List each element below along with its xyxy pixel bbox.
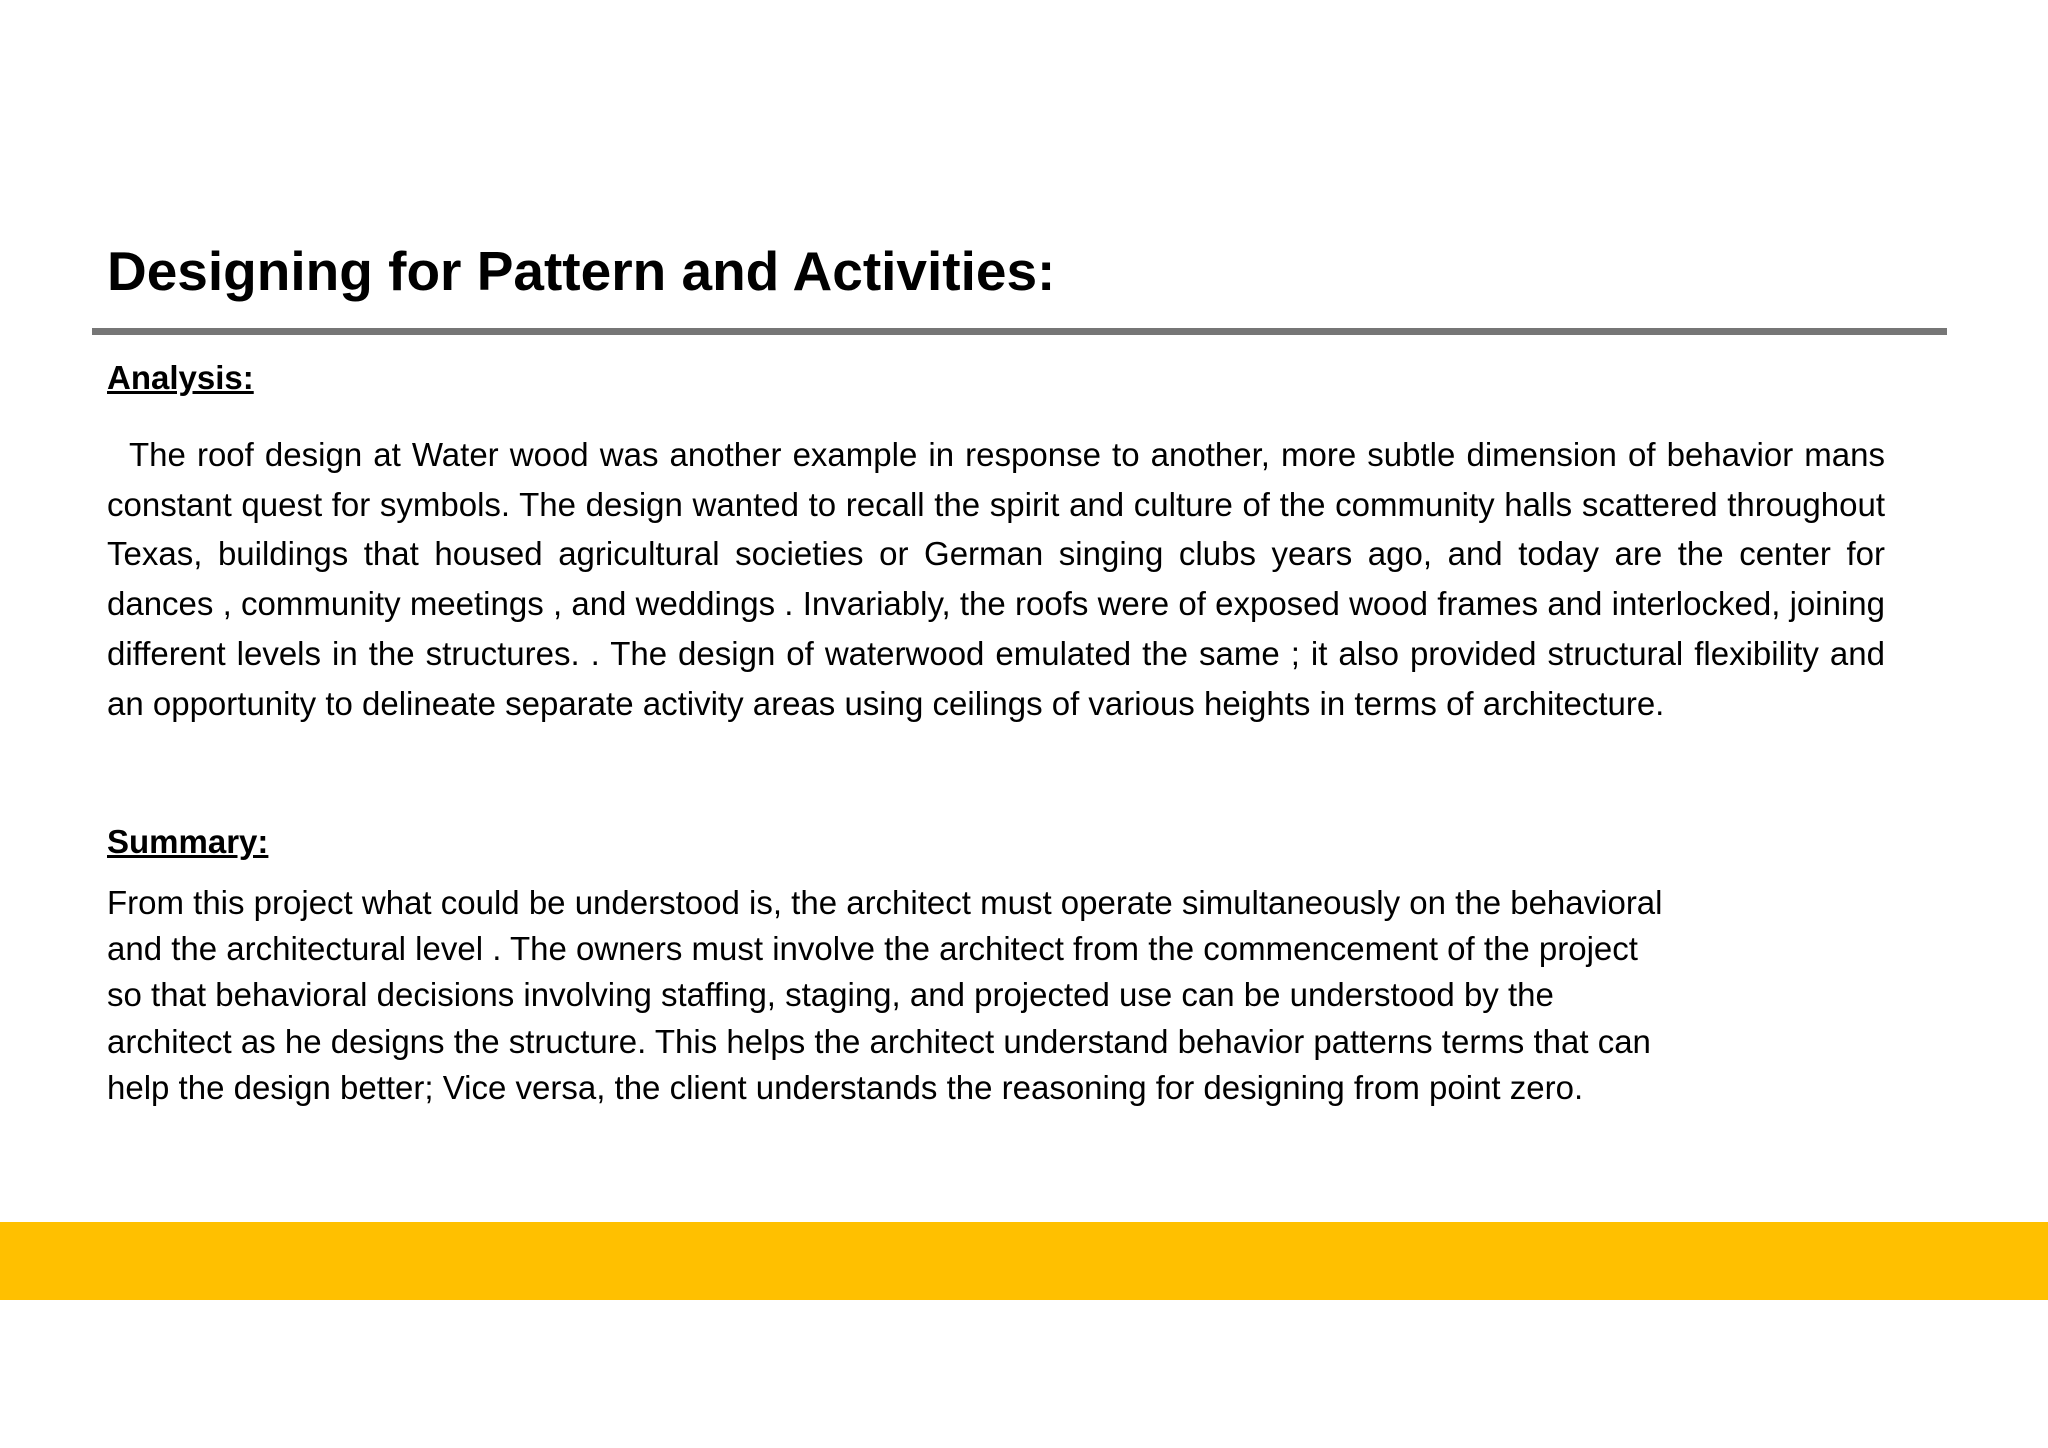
summary-heading: Summary:: [107, 823, 269, 860]
summary-paragraph: [107, 880, 1807, 1111]
page-title: Designing for Pattern and Activities:: [107, 240, 1056, 302]
analysis-paragraph: The roof design at Water wood was another example in response to another, more subtle dimension of behavior mans constant quest for symbols. The design wanted to recall the spirit and culture of the community halls scattered throughout Texas, buildings that housed agricultural societies or German singing clubs years ago, and today are the center for dances , community meetings , and weddings . Invariably, the roofs were of exposed wood frames and interlocked, joining different levels in the structures. . The design of waterwood emulated the same ; it also provided structural flexibility and an opportunity to delineate separate activity areas using ceilings of various heights in terms of architecture.: [107, 436, 1885, 722]
summary-line: help the design better; Vice versa, the client understands the reasoning for designing from point zero.: [107, 1068, 1584, 1106]
analysis-heading: Analysis:: [107, 359, 254, 396]
footer-accent-band: [0, 1222, 2048, 1300]
summary-line: so that behavioral decisions involving staffing, staging, and projected use can be understood by the: [107, 976, 1554, 1014]
summary-line: and the architectural level . The owners must involve the architect from the commencement of the project: [107, 930, 1638, 968]
summary-line: From this project what could be understood is, the architect must operate simultaneously on the behavioral: [107, 884, 1663, 921]
summary-line: architect as he designs the structure. This helps the architect understand behavior patterns terms that can: [107, 1022, 1651, 1060]
title-divider: [92, 328, 1947, 335]
